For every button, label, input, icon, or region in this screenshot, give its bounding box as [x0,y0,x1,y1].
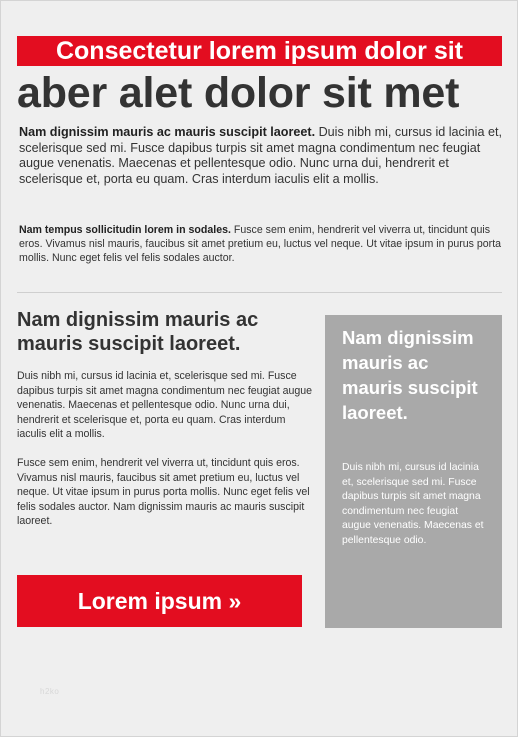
kicker-banner: Consectetur lorem ipsum dolor sit [17,36,502,66]
intro-lead-bold: Nam dignissim mauris ac mauris suscipit laoreet. [19,125,316,139]
section-divider [17,292,502,293]
body-paragraph-2: Fusce sem enim, hendrerit vel viverra ut, tincidunt quis eros. Vivamus nisl mauris, faucibus sit amet pretium eu, luctus vel neque. Ut vitae ipsum in purus porta mollis. Nunc eget felis vel felis sodales auctor. Nam dignissim mauris ac mauris suscipit laoreet. [17,457,310,527]
intro-lead-text: Duis nibh mi, cursus id lacinia et, scelerisque sed mi. Fusce dapibus turpis sit amet magna condimentum nec feugiat augue venenatis. Maecenas et pellentesque odio. Nunc urna dui, hendrerit et scelerisque et, porta eu quam. Cras interdum iaculis elit a mollis. [19,125,502,186]
sidebar-box [325,315,502,628]
cta-button[interactable]: Lorem ipsum » [17,575,302,627]
intro-second-text: Fusce sem enim, hendrerit vel viverra ut, tincidunt quis eros. Vivamus nisl mauris, faucibus sit amet pretium eu, luctus vel neque. Ut vitae ipsum in purus porta mollis. Nunc eget felis vel felis sodales auctor. [19,224,502,264]
intro-second-paragraph [19,223,504,265]
body-paragraph-1: Duis nibh mi, cursus id lacinia et, scelerisque sed mi. Fusce dapibus turpis sit amet magna condimentum nec feugiat augue venenatis. Maecenas et pellentesque odio. Nunc urna dui, hendrerit et scelerisque et, porta eu quam. Cras interdum iaculis elit a mollis. [17,370,313,440]
sidebar-text: Duis nibh mi, cursus id lacinia et, scelerisque sed mi. Fusce dapibus turpis sit amet magna condimentum nec feugiat augue venenatis. Maecenas et pellentesque odio. [342,462,484,546]
sidebar-heading: Nam dignissim mauris ac mauris suscipit laoreet. [342,327,478,423]
section-heading: Nam dignissim mauris ac mauris suscipit laoreet. [17,309,259,355]
intro-paragraph [19,125,504,187]
intro-second-bold: Nam tempus sollicitudin lorem in sodales. [19,224,231,236]
watermark: h2ko [40,687,60,696]
headline: aber alet dolor sit met [17,69,460,117]
